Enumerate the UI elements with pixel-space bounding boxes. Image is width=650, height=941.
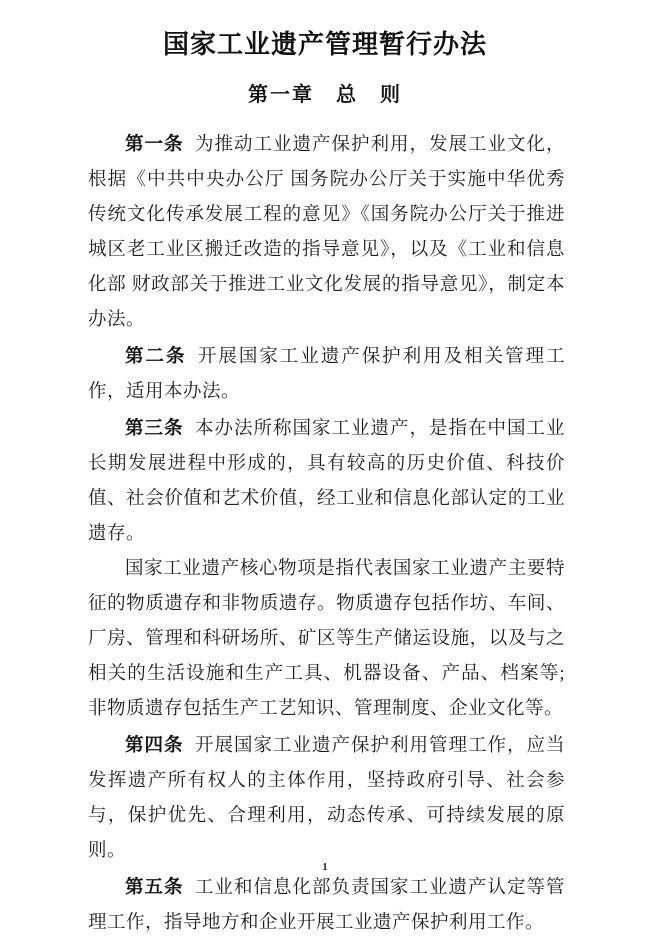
article-text: 工业和信息化部负责国家工业遗产认定等管理工作，指导地方和企业开展工业遗产保护利用工作。 [88,878,565,933]
article-paragraph [88,338,565,410]
document-body [88,126,565,941]
article-label: 第五条 [125,876,184,897]
page-number: 1 [322,861,328,873]
article-label: 第四条 [125,734,184,755]
chapter-heading: 第一章 总 则 [248,84,402,106]
article-text: 本办法所称国家工业遗产，是指在中国工业长期发展进程中形成的，具有较高的历史价值、科技价值、社会价值和艺术价值，经工业和信息化部认定的工业遗存。 [88,419,565,544]
article-label: 第二条 [125,345,187,366]
article-paragraph [88,869,565,941]
document-title: 国家工业遗产管理暂行办法 [162,29,487,59]
article-text: 为推动工业遗产保护利用，发展工业文化，根据《中共中央办公厅 国务院办公厅关于实施中华优秀传统文化传承发展工程的意见》《国务院办公厅关于推进城区老工业区搬迁改造的指导意见》，以及《工业和信息化部 财政部关于推进工业文化发展的指导意见》，制定本办法。 [88,135,565,330]
article-text: 开展国家工业遗产保护利用管理工作，应当发挥遗产所有权人的主体作用，坚持政府引导、社会参与，保护优先、合理利用，动态传承、可持续发展的原则。 [88,736,565,861]
article-text: 国家工业遗产核心物项是指代表国家工业遗产主要特征的物质遗存和非物质遗存。物质遗存包括作坊、车间、厂房、管理和科研场所、矿区等生产储运设施，以及与之相关的生活设施和生产工具、机器设备、产品、档案等;非物质遗存包括生产工艺知识、管理制度、企业文化等。 [88,559,565,719]
article-paragraph [88,126,565,338]
article-paragraph [88,727,565,869]
article-paragraph [88,410,565,552]
document-page [0,29,650,933]
article-paragraph [88,552,565,727]
article-text: 开展国家工业遗产保护利用及相关管理工作，适用本办法。 [88,347,565,402]
article-label: 第一条 [125,133,184,154]
article-label: 第三条 [125,417,184,438]
